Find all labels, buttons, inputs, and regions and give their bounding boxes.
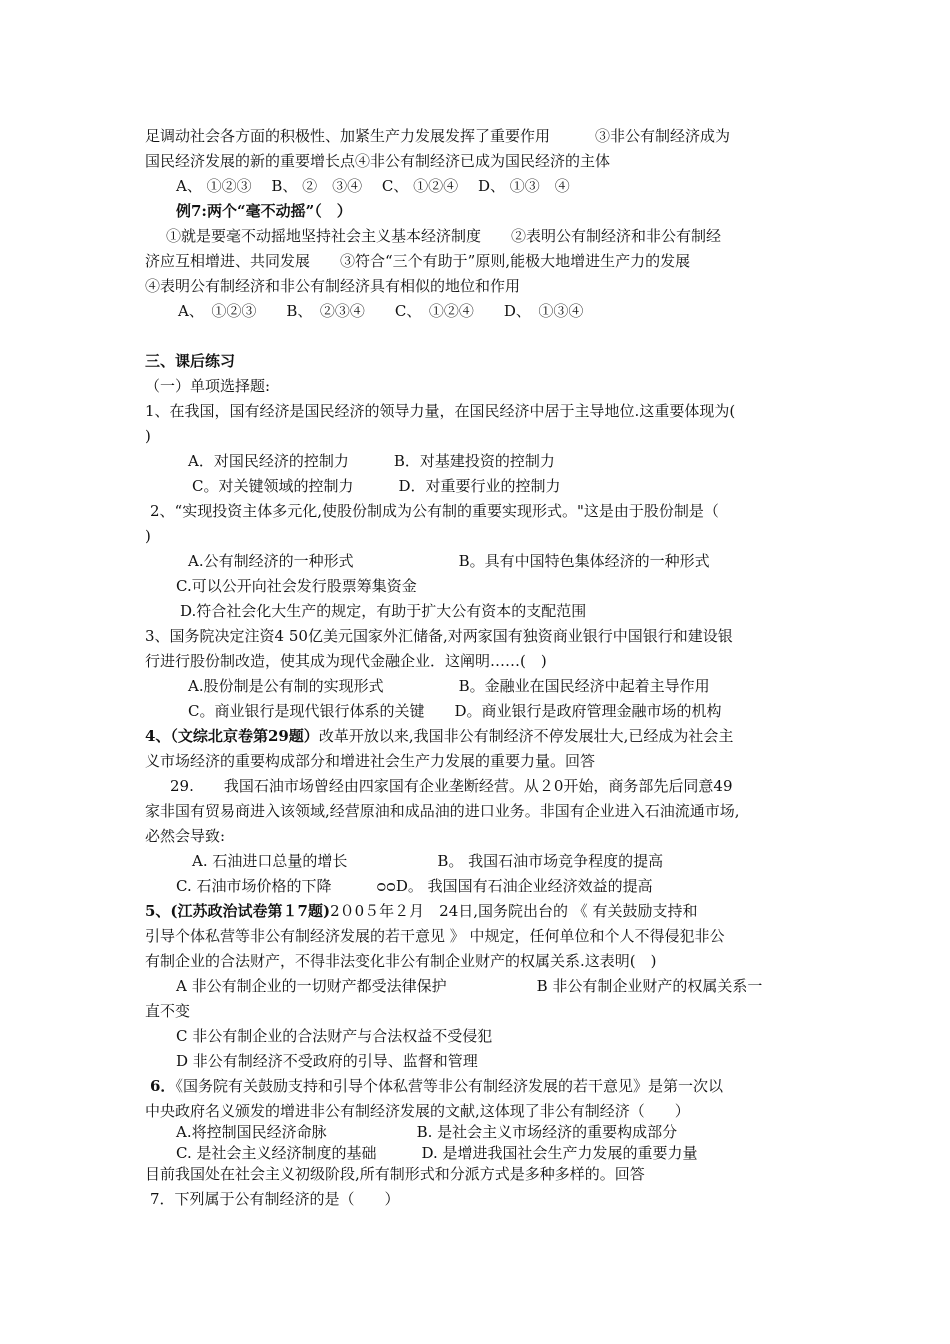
subsection-heading: （一）单项选择题: xyxy=(145,377,271,395)
question-5 xyxy=(145,901,698,921)
text-line: 家非国有贸易商进入该领域,经营原油和成品油的进口业务。非国有企业进入石油流通市场, xyxy=(145,802,740,820)
options-line: A.公有制经济的一种形式 B。具有中国特色集体经济的一种形式 xyxy=(188,552,710,570)
text-line: 济应互相增进、共同发展 ③符合“三个有助于”原则,能极大地增进生产力的发展 xyxy=(145,252,691,270)
question-5-text: 2０0５年２月 24日,国务院出台的 《 有关鼓励支持和 xyxy=(330,902,698,920)
text-line: 国民经济发展的新的重要增长点④非公有制经济已成为国民经济的主体 xyxy=(145,152,611,170)
text-line: 中央政府名义颁发的增进非公有制经济发展的文献,这体现了非公有制经济（ ） xyxy=(145,1102,690,1120)
options-line: C。对关键领域的控制力 D．对重要行业的控制力 xyxy=(192,477,561,495)
options-line: A、 ①②③ B、 ②③④ C、 ①②④ D、 ①③④ xyxy=(178,302,584,320)
question-6 xyxy=(150,1076,723,1096)
option-line: C 非公有制企业的合法财产与合法权益不受侵犯 xyxy=(176,1027,493,1045)
text-line: 足调动社会各方面的积极性、加紧生产力发展发挥了重要作用 ③非公有制经济成为 xyxy=(145,127,731,145)
question-6-number: 6． xyxy=(150,1077,176,1095)
question-1: 1、在我国，国有经济是国民经济的领导力量，在国民经济中居于主导地位.这重要体现为( xyxy=(145,402,736,420)
options-line: A.股份制是公有制的实现形式 B。金融业在国民经济中起着主导作用 xyxy=(188,677,710,695)
question-2: 2、“实现投资主体多元化,使股份制成为公有制的重要实现形式。"这是由于股份制是（ xyxy=(150,502,719,520)
text-line: 引导个体私营等非公有制经济发展的若干意见 》 中规定，任何单位和个人不得侵犯非公 xyxy=(145,927,725,945)
text-line: ) xyxy=(145,427,151,445)
text-line: 直不变 xyxy=(145,1002,191,1020)
example-heading: 例7:两个“毫不动摇”（ ） xyxy=(176,202,352,220)
text-line: 必然会导致: xyxy=(145,827,226,845)
text-line: ) xyxy=(145,527,151,545)
option-line: C.可以公开向社会发行股票筹集资金 xyxy=(176,577,417,595)
question-5-source: 5、(江苏政治试卷第１7题) xyxy=(145,902,331,920)
question-3: 3、国务院决定注资4 50亿美元国家外汇储备,对两家国有独资商业银行中国银行和建设银 xyxy=(145,627,733,645)
options-line: A．对国民经济的控制力 B．对基建投资的控制力 xyxy=(188,452,555,470)
question-7: 7．下列属于公有制经济的是（ ） xyxy=(150,1190,400,1208)
question-6-text: 《国务院有关鼓励支持和引导个体私营等非公有制经济发展的若干意见》是第一次以 xyxy=(175,1077,723,1095)
options-line: C. 石油市场价格的下降 ᴑᴑD。 我国国有石油企业经济效益的提高 xyxy=(176,877,653,895)
option-line: D 非公有制经济不受政府的引导、监督和管理 xyxy=(176,1052,478,1070)
option-line: D.符合社会化大生产的规定，有助于扩大公有资本的支配范围 xyxy=(180,602,587,620)
text-line: 义市场经济的重要构成部分和增进社会生产力发展的重要力量。回答 xyxy=(145,752,596,770)
text-line: ①就是要毫不动摇地坚持社会主义基本经济制度 ②表明公有制经济和非公有制经 xyxy=(166,227,722,245)
options-line: C. 是社会主义经济制度的基础 D. 是增进我国社会生产力发展的重要力量 xyxy=(176,1144,698,1162)
section-heading: 三、课后练习 xyxy=(145,352,236,370)
options-line: A.将控制国民经济命脉 B. 是社会主义市场经济的重要构成部分 xyxy=(176,1123,678,1141)
text-line: 有制企业的合法财产，不得非法变化非公有制企业财产的权属关系.这表明( ) xyxy=(145,952,657,970)
question-4-text: 改革开放以来,我国非公有制经济不停发展壮大,已经成为社会主 xyxy=(318,727,734,745)
text-line: 行进行股份制改造，使其成为现代金融企业．这阐明……( ) xyxy=(145,652,547,670)
question-29: 29. 我国石油市场曾经由四家国有企业垄断经营。从２0开始，商务部先后同意49 xyxy=(170,777,733,795)
options-line: A 非公有制企业的一切财产都受法律保护 B 非公有制企业财产的权属关系一 xyxy=(176,977,763,995)
text-line: ④表明公有制经济和非公有制经济具有相似的地位和作用 xyxy=(145,277,521,295)
options-line: C。商业银行是现代银行体系的关键 D。商业银行是政府管理金融市场的机构 xyxy=(188,702,722,720)
text-line: 目前我国处在社会主义初级阶段,所有制形式和分派方式是多种多样的。回答 xyxy=(145,1165,645,1183)
options-line: A、 ①②③ B、 ② ③④ C、 ①②④ D、 ①③ ④ xyxy=(176,177,570,195)
question-4 xyxy=(145,726,733,746)
question-4-source: 4、（文综北京卷第29题） xyxy=(145,727,319,745)
options-line: A. 石油进口总量的增长 B。 我国石油市场竞争程度的提高 xyxy=(192,852,664,870)
